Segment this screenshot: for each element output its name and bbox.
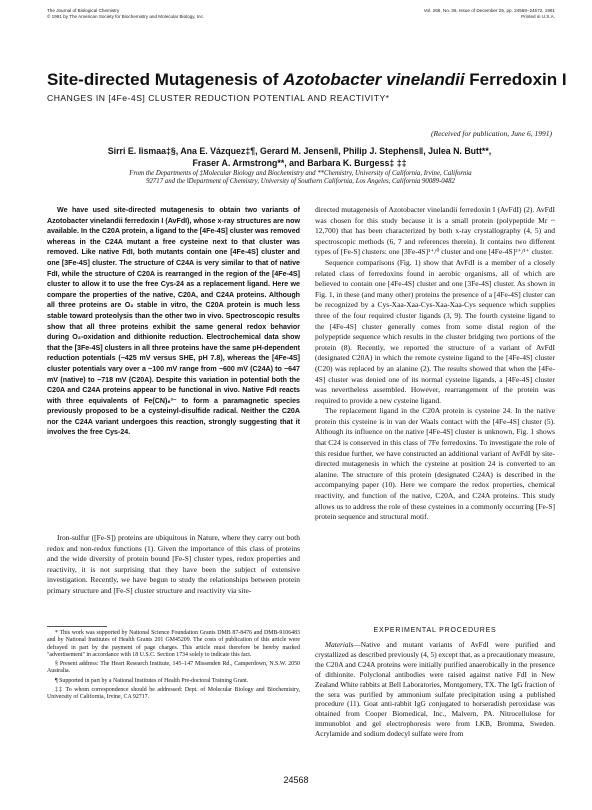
intro-paragraph: Iron-sulfur ([Fe-S]) proteins are ubiquitous in Nature, where they carry out both redox and non-redox functions (1). Given the importance of this class of proteins and the wide diversity of protein bound [Fe-S] cluster types, redox properties and reactivity, it is not surprising that they have been the subject of extensive investigation. Recently, we have begun to study the relationships between protein primary structure and [Fe-S] cluster structure and reactivity via site- [47,533,300,595]
ligand-paragraph: The replacement ligand in the C20A protein is cysteine 24. In the native protein this cysteine is in van der Waals contact with the [4Fe-4S] cluster (5). Although its influence on the native [4Fe-4S] cluster is unknown, Fig. 1 shows that C24 is conserved in this class of 7Fe ferredoxins. To investigate the role of this residue further, we have constructed an additional variant of AvFdI by site-directed mutagenesis in which the cysteine at position 24 is converted to an alanine. The structure of this protein (designated C24A) is described in the accompanying paper (10). Here we compare the redox properties, chemical reactivity, and function of the native, C20A, and C24A proteins. This study allows us to address the role of these cysteines in a commonly occurring [Fe-S] protein sequence and structural motif. [315,406,555,522]
printed-in: Printed in U.S.A. [521,13,555,19]
sequence-paragraph: Sequence comparisons (Fig. 1) show that AvFdI is a member of a closely related class of ferredoxins found in aerobic organisms, all of which are believed to contain one [4Fe-4S] cluster and one [3Fe-4S] cluster. As shown in Fig. 1, in these (and many other) proteins the presence of a [4Fe-4S] cluster can be recognized by a Cys-Xaa-Xaa-Cys-Xaa-Xaa-Cys sequence which supplies three of the four required cluster ligands (3, 9). The fourth cysteine ligand to the [4Fe-4S] cluster generally comes from some distal region of the polypeptide sequence which results in the cluster bridging two portions of the protein (8). Recently, we reported the structure of a variant of AvFdI (designated C20A) in which the remote cysteine ligand to the [4Fe-4S] cluster (C20) was replaced by an alanine (2). The results showed that when the [4Fe-4S] cluster was denied one of its normal cysteine ligands, a [4Fe-4S] cluster was nevertheless assembled. However, rearrangement of the protein was required to provide a new cysteine ligand. [315,257,555,405]
footnote-divider [47,626,107,627]
methods-paragraph [315,640,555,739]
authors-line-2: Fraser A. Armstrong**, and Barbara K. Burgess‡ ‡‡ [192,157,407,168]
title-species: Azotobacter vinelandii [283,70,465,89]
issue-header [347,8,555,20]
journal-name: The Journal of Biological Chemistry [47,8,120,13]
article-subtitle: CHANGES IN [4Fe-4S] CLUSTER REDUCTION POTENTIAL AND REACTIVITY* [47,93,390,103]
methods-lead: Materials [325,640,354,649]
author-list [47,146,552,169]
abstract-text: We have used site-directed mutagenesis to obtain two variants of Azotobacter vinelandii ferredoxin I (AvFdI), whose x-ray structures are now available. In the C20A protein, a ligand to the [4Fe-4S] cluster was removed whereas in the C24A mutant a free cysteine next to that cluster was removed. Like native FdI, both mutants contain one [4Fe-4S] cluster and one [3Fe-4S] cluster. The structure of C24A is very similar to that of native FdI, while the structure of C20A is rearranged in the region of the [4Fe-4S] cluster to allow it to use the free Cys-24 as a replacement ligand. Here we compare the properties of the native, C20A, and C24A proteins. Although all three proteins are O₂ stable in vitro, the C20A protein is much less stable toward proteolysis than the other two in vivo. Spectroscopic results show that all three proteins exhibit the same general redox behavior during O₂-oxidation and dithionite reduction. Electrochemical data show that the [3Fe-4S] clusters in all three proteins have the same pH-dependent reduction potentials (−425 mV versus SHE, pH 7.8), whereas the [4Fe-4S] cluster potentials vary over a ~100 mV range from −600 mV (C24A) to −647 mV (native) to −718 mV (C20A). Despite this variation in potential both the C20A and C24A proteins appear to be functional in vivo. Native FdI reacts with three equivalents of Fe(CN)₆³⁻ to form a paramagnetic species previously proposed to be a cysteinyl-disulfide radical. Neither the C20A nor the C24A variant undergoes this reaction, strongly suggesting that it involves the free Cys-24. [47,206,300,437]
title-suffix: Ferredoxin I [464,70,567,89]
article-title [47,70,567,90]
authors-line-1: Sirri E. Iismaa‡§, Ana E. Vázquez‡¶, Gerard M. Jensen‖, Philip J. Stephens‖, Julea N. Butt**, [107,146,492,156]
journal-header [47,8,204,20]
footnotes [47,630,300,704]
title-prefix: Site-directed Mutagenesis of [47,70,284,89]
affiliation-line-2: 92717 and the ‖Department of Chemistry, University of Southern California, Los Angeles, California 90089-0482 [146,178,455,186]
footnote-correspondence: ‡‡ To whom correspondence should be addressed: Dept. of Molecular Biology and Biochemistry, University of California, Irvine, CA 92717. [47,687,300,701]
intro-continuation: directed mutagenesis of Azotobacter vinelandii ferredoxin I (AvFdI) (2). AvFdI was chosen for this study because it is a small protein (polypeptide Mr ~ 12,700) that has been characterized by both x-ray crystallography (4, 5) and spectroscopic methods (6, 7 and references therein). It contains two different types of [Fe-S] clusters: one [3Fe-4S]¹⁺/⁰ cluster and one [4Fe-4S]²⁺/¹⁺ cluster. [315,205,555,257]
methods-section [315,640,555,739]
footnote-funding: * This work was supported by National Science Foundation Grants DMB 87-8476 and DMB-9106483 and by National Institutes of Health Grants 201 GM45209. The costs of publication of this article were defrayed in part by the payment of page charges. This article must therefore be hereby marked "advertisement" in accordance with 18 U.S.C. Section 1734 solely to indicate this fact. [47,630,300,658]
received-date: (Received for publication, June 6, 1991) [430,129,552,138]
footnote-support: ¶ Supported in part by a National Institutes of Health Pre-doctoral Training Grant. [55,677,249,684]
section-heading-methods: EXPERIMENTAL PROCEDURES [373,627,497,634]
affiliations [58,170,543,187]
footnote-address: § Present address: The Heart Research Institute, 145–147 Missenden Rd., Camperdown, N.S.W. 2050 Australia. [47,661,300,675]
abstract [47,205,300,438]
intro-left-column [47,533,300,597]
page-number: 24568 [283,775,309,785]
issue-info: Vol. 266, No. 36, Issue of December 25, pp. 24568–24572, 1991 [423,8,555,13]
affiliation-line-1: From the Departments of ‡Molecular Biology and Biochemistry and **Chemistry, University of California, Irvine, California [129,170,472,177]
copyright-line: © 1991 by The American Society for Biochemistry and Molecular Biology, Inc. [47,13,205,19]
intro-right-column [315,205,555,523]
methods-text: —Native and mutant variants of AvFdI were purified and crystallized as described previously (4, 5) except that, as a precautionary measure, the C20A and C24A proteins were initially purified anaerobically in the presence of dithionite. Polyclonal antibodies were raised against native FdI in New Zealand White rabbits at Bell Laboratories, Montgomery, TX. The IgG fraction of the sera was purified by ammonium sulfate precipitation using a published procedure (11). Goat anti-rabbit IgG conjugated to horseradish peroxidase was obtained from Cooper Biomedical, Inc., Malvern, PA. Nitrocellulose for immunoblot and gel electrophoresis were from LKB, Bromma, Sweden. Acrylamide and sodium dodecyl sulfate were from [315,640,555,739]
